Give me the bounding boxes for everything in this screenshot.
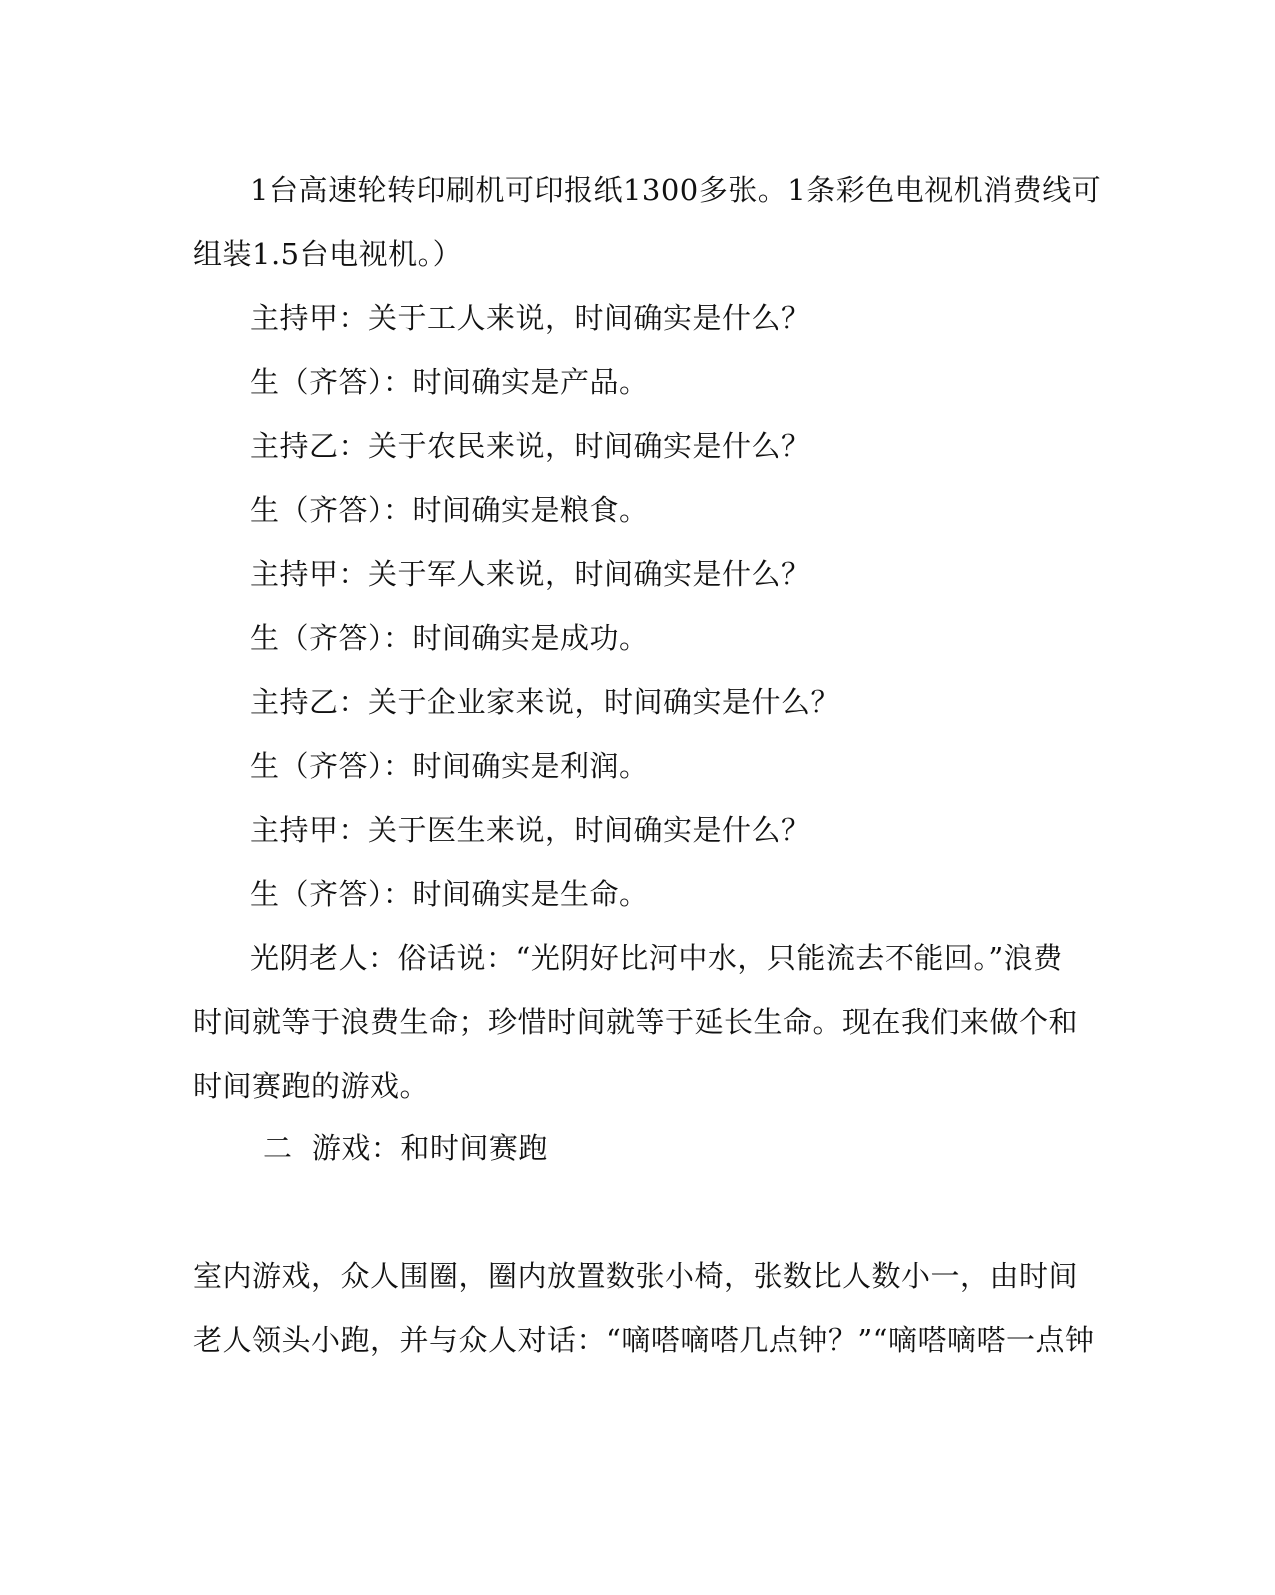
dialogue-line: 主持乙：关于农民来说，时间确实是什么？ [250, 429, 811, 463]
paragraph-line: 时间赛跑的游戏。 [193, 1069, 430, 1103]
dialogue-line: 主持甲：关于军人来说，时间确实是什么？ [250, 557, 811, 591]
dialogue-line: 主持乙：关于企业家来说，时间确实是什么？ [250, 685, 841, 719]
section-heading: 二 游戏：和时间赛跑 [263, 1131, 548, 1165]
paragraph-line: 时间就等于浪费生命；珍惜时间就等于延长生命。现在我们来做个和 [193, 1005, 1079, 1039]
dialogue-line: 生（齐答）：时间确实是利润。 [250, 749, 649, 783]
dialogue-line: 主持甲：关于医生来说，时间确实是什么？ [250, 813, 811, 847]
paragraph-line: 组装1.5台电视机。） [193, 237, 463, 271]
dialogue-line: 生（齐答）：时间确实是粮食。 [250, 493, 649, 527]
paragraph-line: 室内游戏，众人围圈，圈内放置数张小椅，张数比人数小一，由时间 [193, 1259, 1079, 1293]
dialogue-line: 生（齐答）：时间确实是产品。 [250, 365, 649, 399]
paragraph-line: 老人领头小跑，并与众人对话：“嘀嗒嘀嗒几点钟？”“嘀嗒嘀嗒一点钟 [193, 1323, 1095, 1357]
paragraph-line: 1台高速轮转印刷机可印报纸1300多张。1条彩色电视机消费线可 [250, 173, 1102, 207]
dialogue-line: 生（齐答）：时间确实是成功。 [250, 621, 649, 655]
paragraph-line: 光阴老人：俗话说：“光阴好比河中水，只能流去不能回。”浪费 [250, 941, 1063, 975]
dialogue-line: 生（齐答）：时间确实是生命。 [250, 877, 649, 911]
dialogue-line: 主持甲：关于工人来说，时间确实是什么？ [250, 301, 811, 335]
